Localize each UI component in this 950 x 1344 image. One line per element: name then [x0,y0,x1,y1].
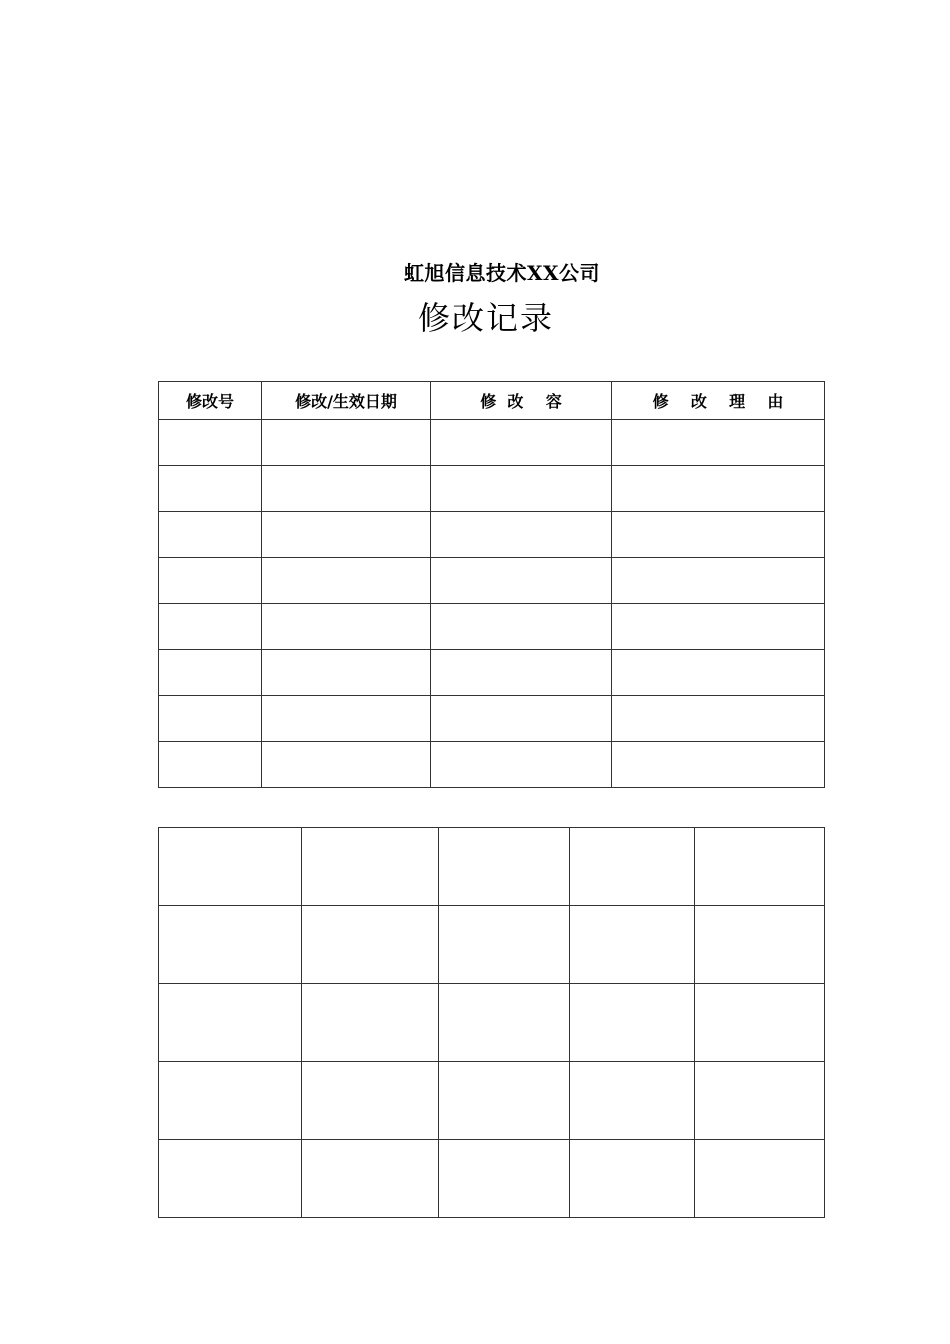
revision-record-table [158,381,825,788]
table-cell[interactable] [262,696,431,742]
table-cell[interactable] [159,906,302,984]
table-cell[interactable] [159,420,262,466]
table-cell[interactable] [159,1140,302,1218]
table-row [159,466,825,512]
table-cell[interactable] [302,1140,439,1218]
table-row [159,558,825,604]
company-name: 虹旭信息技术XX公司 [404,261,601,285]
table-cell[interactable] [695,1140,825,1218]
table-cell[interactable] [431,650,612,696]
col-header-reason: 修 改 理 由 [612,382,825,420]
col-header-content: 修 改 容 [431,382,612,420]
page-title: 修改记录 [418,299,555,337]
table-cell[interactable] [302,984,439,1062]
table-cell[interactable] [439,1140,570,1218]
table-cell[interactable] [431,604,612,650]
table-cell[interactable] [431,512,612,558]
table-cell[interactable] [262,466,431,512]
table-cell[interactable] [612,650,825,696]
table-cell[interactable] [695,1062,825,1140]
table-cell[interactable] [439,906,570,984]
table-cell[interactable] [431,420,612,466]
table-cell[interactable] [695,906,825,984]
table-row [159,420,825,466]
table-row [159,1140,825,1218]
table-cell[interactable] [570,1140,695,1218]
col-header-revision-no: 修改号 [159,382,262,420]
table-cell[interactable] [695,828,825,906]
table-cell[interactable] [612,742,825,788]
table-cell[interactable] [570,984,695,1062]
table-cell[interactable] [159,512,262,558]
table-row [159,1062,825,1140]
table-cell[interactable] [302,1062,439,1140]
table-cell[interactable] [612,696,825,742]
table-cell[interactable] [302,828,439,906]
table-cell[interactable] [262,650,431,696]
table-cell[interactable] [262,604,431,650]
table-cell[interactable] [262,420,431,466]
table-cell[interactable] [159,650,262,696]
table-cell[interactable] [612,466,825,512]
table-row [159,604,825,650]
table-header-row [159,382,825,420]
table-cell[interactable] [431,466,612,512]
table-cell[interactable] [570,828,695,906]
table-cell[interactable] [439,828,570,906]
table-cell[interactable] [439,984,570,1062]
table-cell[interactable] [612,604,825,650]
table-cell[interactable] [695,984,825,1062]
table-cell[interactable] [612,558,825,604]
table-cell[interactable] [262,512,431,558]
col-header-effective-date: 修改/生效日期 [262,382,431,420]
table-cell[interactable] [431,696,612,742]
table-cell[interactable] [159,696,262,742]
table-cell[interactable] [570,1062,695,1140]
table-row [159,512,825,558]
table-row [159,984,825,1062]
table-row [159,696,825,742]
blank-grid-table [158,827,825,1218]
table-cell[interactable] [439,1062,570,1140]
table-cell[interactable] [159,984,302,1062]
table-row [159,828,825,906]
table-cell[interactable] [159,604,262,650]
table-cell[interactable] [262,558,431,604]
table-cell[interactable] [612,420,825,466]
table-cell[interactable] [159,828,302,906]
table-cell[interactable] [159,742,262,788]
blank-table-body [159,828,825,1218]
table-cell[interactable] [159,466,262,512]
table-row [159,650,825,696]
table-cell[interactable] [159,558,262,604]
table-cell[interactable] [159,1062,302,1140]
table-cell[interactable] [431,558,612,604]
table-row [159,906,825,984]
table-cell[interactable] [262,742,431,788]
table-cell[interactable] [431,742,612,788]
table-cell[interactable] [570,906,695,984]
revision-table-body [159,420,825,788]
table-row [159,742,825,788]
table-cell[interactable] [302,906,439,984]
table-cell[interactable] [612,512,825,558]
